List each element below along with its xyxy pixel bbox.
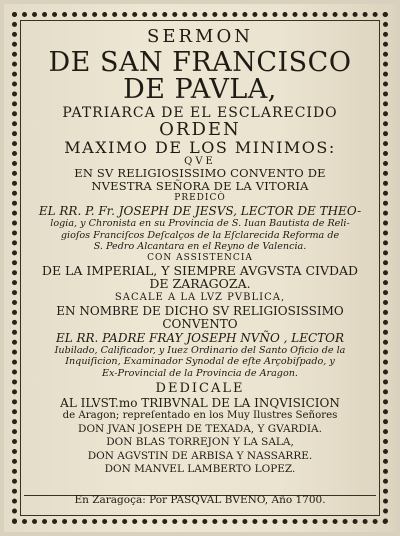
text-preacher-cont-1: logia, y Chronista en su Provincia de S. Iuan Bautista de Reli- bbox=[50, 218, 350, 229]
text-name-1: DON JVAN JOSEPH DE TEXADA, Y GVARDIA. bbox=[78, 422, 322, 435]
imprint-line: En Zaragoça: Por PASQVAL BVENO, Año 1700. bbox=[74, 494, 326, 506]
text-que: QVE bbox=[184, 156, 216, 167]
text-preacher-cont-3: S. Pedro Alcantara en el Reyno de Valencia. bbox=[93, 241, 307, 253]
text-represented: de Aragon; repreſentado en los Muy Ilustres Señores bbox=[62, 409, 338, 421]
text-imperial-ciudad: DE LA IMPERIAL, Y SIEMPRE AVGVSTA CIVDAD bbox=[41, 262, 359, 278]
text-sacale: SACALE A LA LVZ PVBLICA, bbox=[114, 291, 286, 303]
text-convento-2: CONVENTO bbox=[162, 316, 238, 331]
text-dedicale: DEDICALE bbox=[155, 380, 245, 396]
text-preacher: EL RR. P. Fr. JOSEPH DE JESVS, LECTOR DE THEO- bbox=[38, 204, 362, 218]
title-page bbox=[4, 4, 396, 532]
text-patriarca: PATRIARCA DE EL ESCLARECIDO bbox=[62, 105, 338, 121]
text-maximo: MAXIMO DE LOS MINIMOS: bbox=[64, 138, 336, 157]
text-con-assistencia: CON ASSISTENCIA bbox=[147, 252, 253, 263]
text-vitoria: NVESTRA SEÑORA DE LA VITORIA bbox=[91, 178, 309, 193]
text-name-3: DON AGVSTIN DE ARBISA Y NASSARRE. bbox=[87, 449, 313, 462]
text-name-4: DON MANVEL LAMBERTO LOPEZ. bbox=[104, 463, 296, 476]
text-en-nombre: EN NOMBRE DE DICHO SV RELIGIOSISSIMO bbox=[56, 303, 344, 318]
text-preacher-cont-2: gioſos Franciſcos Deſcalços de la Eſclarecida Reforma de bbox=[60, 229, 340, 241]
heading-sermon: SERMON bbox=[147, 26, 253, 47]
text-zaragoza: DE ZARAGOZA. bbox=[149, 276, 251, 292]
heading-de-pavla: DE PAVLA, bbox=[123, 74, 277, 105]
text-orden: ORDEN bbox=[159, 119, 241, 140]
text-name-2: DON BLAS TORREJON Y LA SALA, bbox=[106, 436, 294, 449]
title-text-block bbox=[26, 26, 374, 510]
text-publisher-friar: EL RR. PADRE FRAY JOSEPH NVÑO , LECTOR bbox=[55, 330, 345, 345]
text-friar-cont-2: Inquiſicion, Examinador Synodal de eſte Arçobiſpado, y bbox=[65, 356, 335, 368]
text-predico: PREDICÒ bbox=[174, 193, 226, 203]
text-friar-cont-1: Iubilado, Calificador, y Iuez Ordinario del Santo Oficio de la bbox=[54, 344, 346, 356]
heading-saint-name: DE SAN FRANCISCO bbox=[48, 47, 352, 78]
text-friar-cont-3: Ex-Provincial de la Provincia de Aragon. bbox=[102, 367, 298, 379]
text-convento: EN SV RELIGIOSISSIMO CONVENTO DE bbox=[74, 166, 326, 180]
text-tribunal: AL ILVST.mo TRIBVNAL DE LA INQVISICION bbox=[60, 395, 340, 410]
